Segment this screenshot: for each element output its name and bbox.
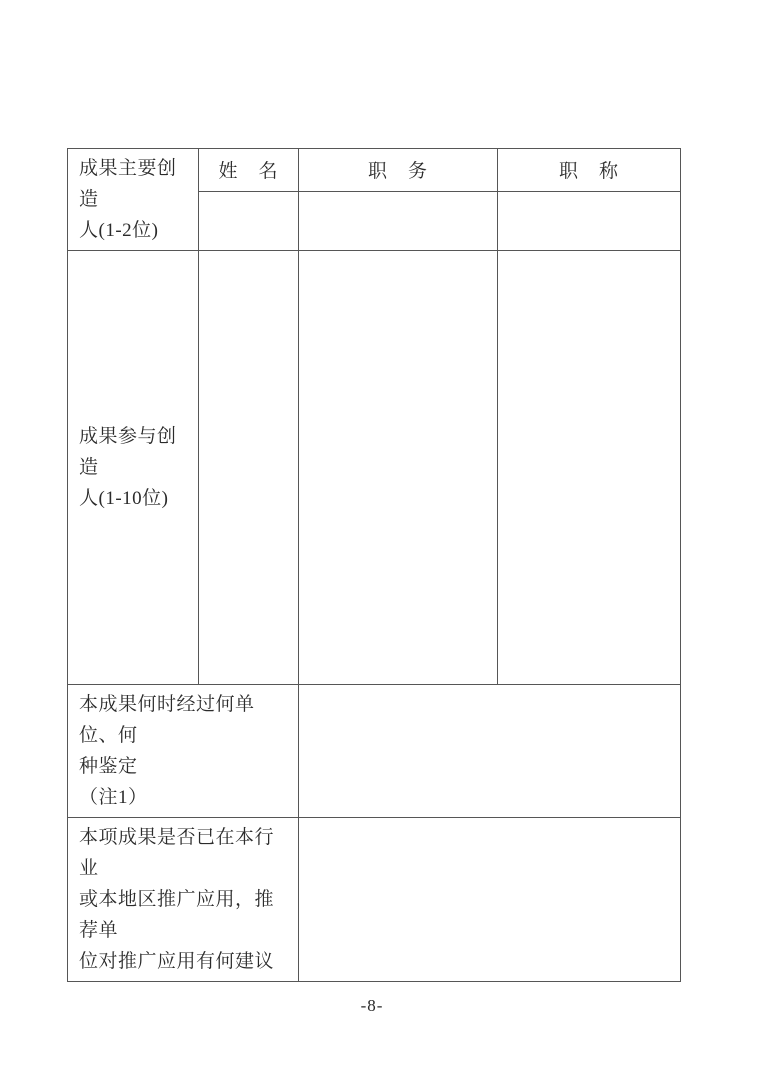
column-header-title: 职 称 xyxy=(498,149,681,192)
form-table xyxy=(67,148,681,982)
table-header-row xyxy=(68,149,681,192)
page-number: -8- xyxy=(360,996,384,1015)
participants-label-cell: 成果参与创造 人(1-10位) xyxy=(68,251,199,685)
participants-duty-cell xyxy=(299,251,498,685)
main-creator-name-cell xyxy=(199,191,299,250)
promotion-label-cell: 本项成果是否已在本行业 或本地区推广应用，推荐单 位对推广应用有何建议 xyxy=(68,818,299,982)
main-creators-label-cell: 成果主要创造 人(1-2位) xyxy=(68,149,199,251)
appraisal-row xyxy=(68,685,681,818)
main-creator-title-cell xyxy=(498,191,681,250)
column-header-name: 姓 名 xyxy=(199,149,299,192)
appraisal-answer-cell xyxy=(299,685,681,818)
appraisal-label-cell: 本成果何时经过何单位、何 种鉴定 （注1） xyxy=(68,685,299,818)
promotion-row xyxy=(68,818,681,982)
participants-row xyxy=(68,251,681,685)
main-creator-duty-cell xyxy=(299,191,498,250)
participants-title-cell xyxy=(498,251,681,685)
promotion-answer-cell xyxy=(299,818,681,982)
participants-name-cell xyxy=(199,251,299,685)
column-header-duty: 职 务 xyxy=(299,149,498,192)
